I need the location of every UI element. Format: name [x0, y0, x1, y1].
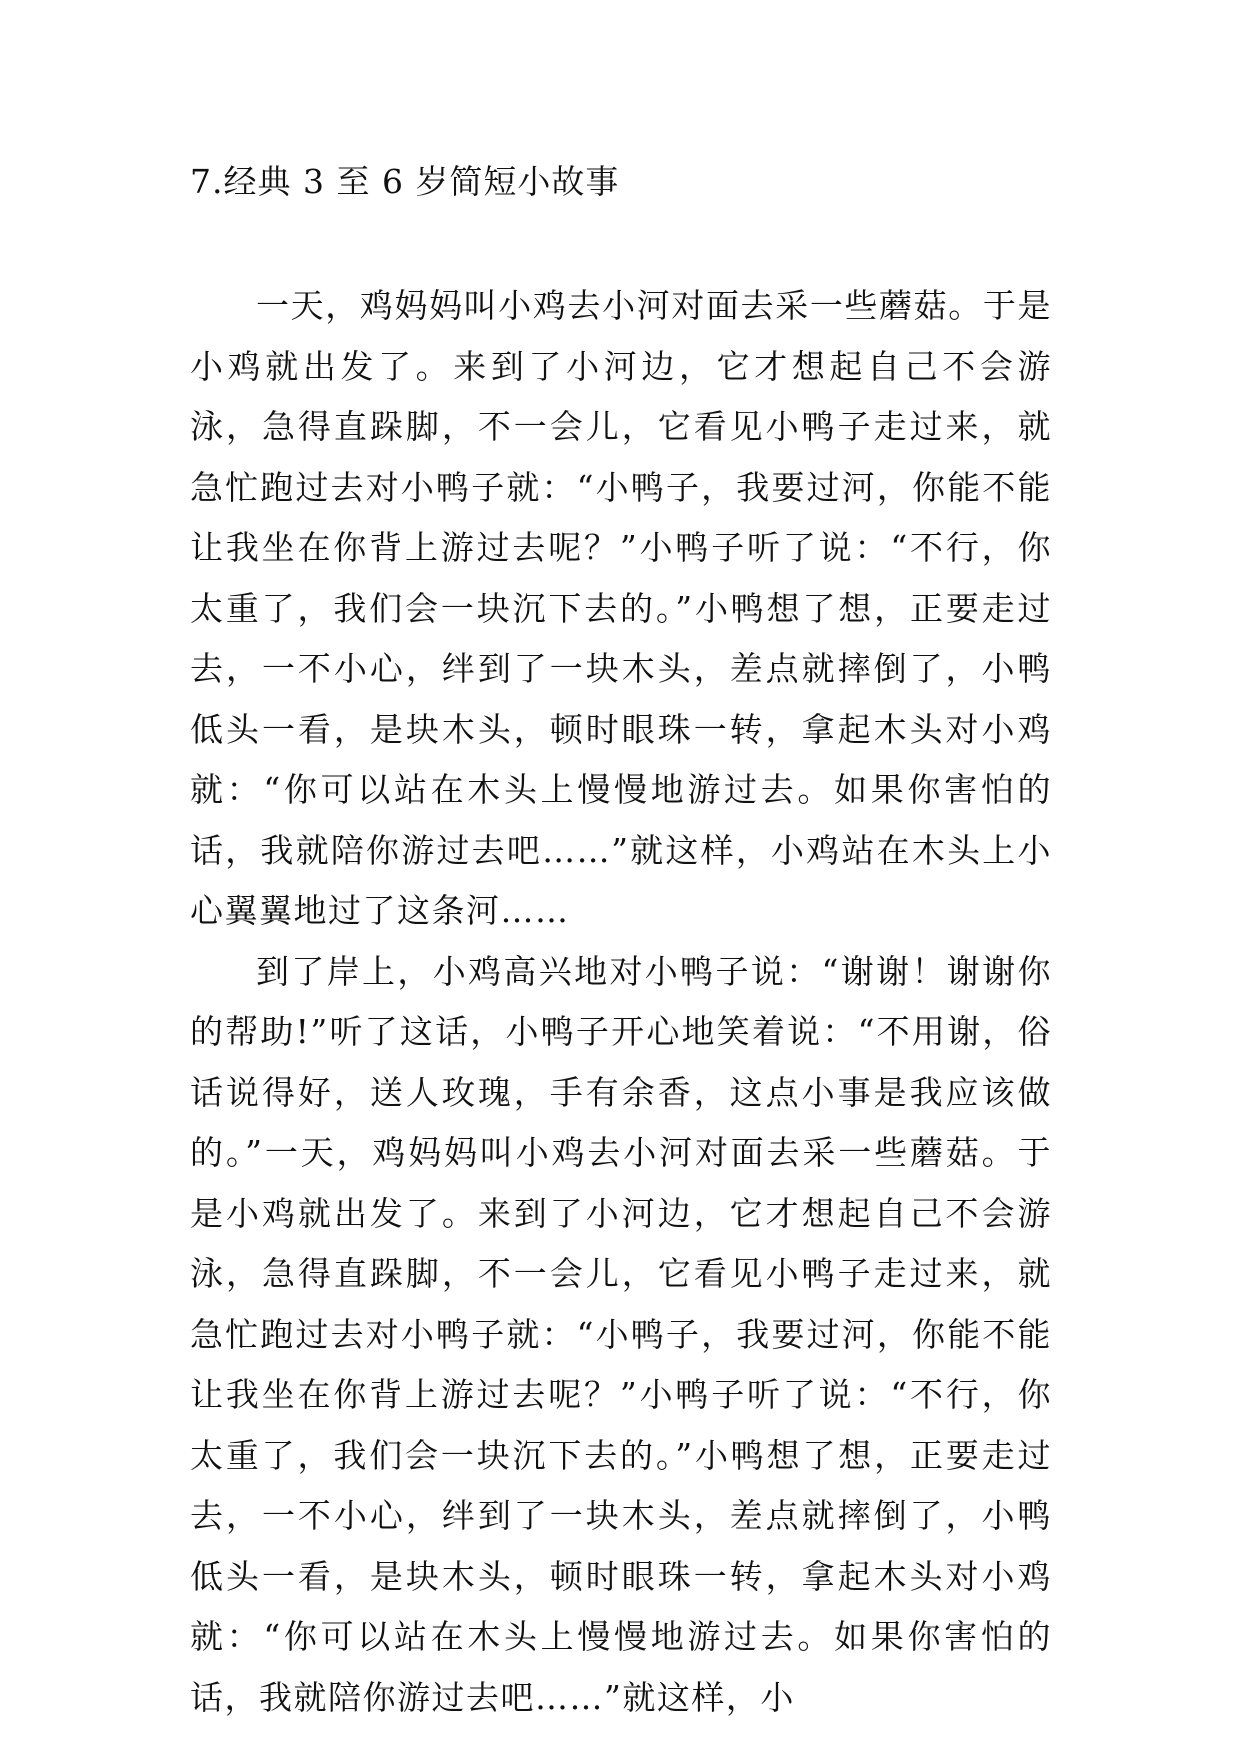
story-title: 7.经典 3 至 6 岁简短小故事 [190, 162, 620, 201]
story-paragraph-1: 一天，鸡妈妈叫小鸡去小河对面去采一些蘑菇。于是小鸡就出发了。来到了小河边，它才想起自己不会游泳，急得直跺脚，不一会儿，它看见小鸭子走过来，就急忙跑过去对小鸭子就：“小鸭子，我要过河，你能不能让我坐在你背上游过去呢？”小鸭子听了说：“不行，你太重了，我们会一块沉下去的。”小鸭想了想，正要走过去，一不小心，绊到了一块木头，差点就摔倒了，小鸭低头一看，是块木头，顿时眼珠一转，拿起木头对小鸡就：“你可以站在木头上慢慢地游过去。如果你害怕的话，我就陪你游过去吧……”就这样，小鸡站在木头上小心翼翼地过了这条河…… [190, 286, 1052, 930]
story-paragraph-2: 到了岸上，小鸡高兴地对小鸭子说：“谢谢！谢谢你的帮助!”听了这话，小鸭子开心地笑着说：“不用谢，俗话说得好，送人玫瑰，手有余香，这点小事是我应该做的。”一天，鸡妈妈叫小鸡去小河对面去采一些蘑菇。于是小鸡就出发了。来到了小河边，它才想起自己不会游泳，急得直跺脚，不一会儿，它看见小鸭子走过来，就急忙跑过去对小鸭子就：“小鸭子，我要过河，你能不能让我坐在你背上游过去呢？”小鸭子听了说：“不行，你太重了，我们会一块沉下去的。”小鸭想了想，正要走过去，一不小心，绊到了一块木头，差点就摔倒了，小鸭低头一看，是块木头，顿时眼珠一转，拿起木头对小鸡就：“你可以站在木头上慢慢地游过去。如果你害怕的话，我就陪你游过去吧……”就这样，小 [190, 951, 1052, 1717]
story-body [190, 276, 1052, 1728]
